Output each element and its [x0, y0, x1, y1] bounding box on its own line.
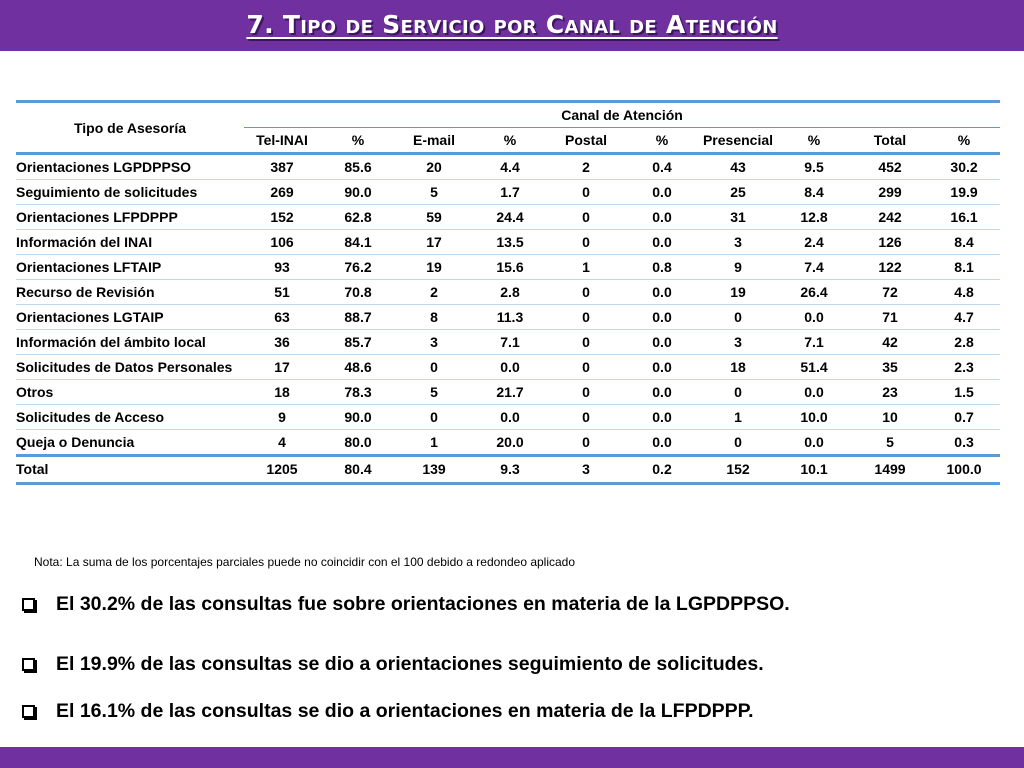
table-cell: 0.3 [928, 430, 1000, 456]
table-cell: 1.5 [928, 380, 1000, 405]
table-cell: 0 [700, 380, 776, 405]
service-channel-table [16, 100, 1000, 485]
table-cell: 2.3 [928, 355, 1000, 380]
table-cell: 0 [548, 355, 624, 380]
column-header: % [776, 128, 852, 154]
table-cell: 139 [396, 456, 472, 484]
table-cell: 0 [548, 280, 624, 305]
row-label: Información del INAI [16, 230, 244, 255]
table-row [16, 430, 1000, 456]
table-cell: 71 [852, 305, 928, 330]
column-header: % [928, 128, 1000, 154]
row-header: Tipo de Asesoría [16, 102, 244, 154]
table-cell: 88.7 [320, 305, 396, 330]
table-cell: 24.4 [472, 205, 548, 230]
table-cell: 4 [244, 430, 320, 456]
table-cell: 12.8 [776, 205, 852, 230]
table-row [16, 330, 1000, 355]
table-cell: 13.5 [472, 230, 548, 255]
table-cell: 25 [700, 180, 776, 205]
bullet-item [22, 589, 790, 619]
table-cell: 30.2 [928, 154, 1000, 180]
column-header: % [320, 128, 396, 154]
column-header: % [624, 128, 700, 154]
table-cell: 126 [852, 230, 928, 255]
table-cell: 26.4 [776, 280, 852, 305]
table-cell: 19.9 [928, 180, 1000, 205]
row-label: Información del ámbito local [16, 330, 244, 355]
table-row [16, 180, 1000, 205]
table-cell: 0 [700, 430, 776, 456]
table-cell: 0.0 [776, 305, 852, 330]
table-cell: 93 [244, 255, 320, 280]
row-label: Orientaciones LFTAIP [16, 255, 244, 280]
table-cell: 0 [548, 380, 624, 405]
row-label: Orientaciones LGTAIP [16, 305, 244, 330]
table-row [16, 230, 1000, 255]
table-cell: 21.7 [472, 380, 548, 405]
column-header: E-mail [396, 128, 472, 154]
table-cell: 100.0 [928, 456, 1000, 484]
table-cell: 0.0 [776, 430, 852, 456]
table-cell: 43 [700, 154, 776, 180]
table-row [16, 205, 1000, 230]
table-cell: 9 [244, 405, 320, 430]
table-row [16, 405, 1000, 430]
table-cell: 242 [852, 205, 928, 230]
table-cell: 1499 [852, 456, 928, 484]
table-cell: 9 [700, 255, 776, 280]
table-cell: 48.6 [320, 355, 396, 380]
bullet-text: El 16.1% de las consultas se dio a orientaciones en materia de la LFPDPPP. [56, 699, 754, 722]
table-cell: 2 [396, 280, 472, 305]
checkbox-square-icon [22, 598, 35, 611]
table-cell: 19 [396, 255, 472, 280]
table-row [16, 305, 1000, 330]
table-cell: 0.0 [624, 430, 700, 456]
table-cell: 0.0 [624, 380, 700, 405]
checkbox-square-icon [22, 658, 35, 671]
row-label: Solicitudes de Acceso [16, 405, 244, 430]
bullet-text: El 19.9% de las consultas se dio a orientaciones seguimiento de solicitudes. [56, 652, 764, 675]
table-cell: 0 [548, 330, 624, 355]
row-label: Total [16, 456, 244, 484]
table-header-row [16, 102, 1000, 128]
table-cell: 15.6 [472, 255, 548, 280]
table-cell: 72 [852, 280, 928, 305]
table-cell: 0.0 [624, 180, 700, 205]
table-cell: 299 [852, 180, 928, 205]
table-cell: 90.0 [320, 405, 396, 430]
table-cell: 35 [852, 355, 928, 380]
table-cell: 9.5 [776, 154, 852, 180]
group-header: Canal de Atención [244, 102, 1000, 128]
bullet-item [22, 696, 754, 726]
table-row [16, 355, 1000, 380]
table-cell: 85.6 [320, 154, 396, 180]
table-cell: 0 [396, 355, 472, 380]
table-cell: 0 [700, 305, 776, 330]
table-cell: 0.0 [624, 230, 700, 255]
table-cell: 387 [244, 154, 320, 180]
table-cell: 0.0 [624, 280, 700, 305]
table-cell: 2.8 [472, 280, 548, 305]
table-cell: 63 [244, 305, 320, 330]
table-cell: 2.8 [928, 330, 1000, 355]
table-cell: 8.1 [928, 255, 1000, 280]
row-label: Solicitudes de Datos Personales [16, 355, 244, 380]
table-cell: 3 [700, 330, 776, 355]
footnote: Nota: La suma de los porcentajes parciales puede no coincidir con el 100 debido a redondeo aplicado [34, 555, 576, 569]
column-header: Tel-INAI [244, 128, 320, 154]
table-cell: 0.0 [624, 355, 700, 380]
table-cell: 8.4 [776, 180, 852, 205]
table-cell: 0.0 [624, 405, 700, 430]
table-cell: 2 [548, 154, 624, 180]
table-cell: 7.4 [776, 255, 852, 280]
table-cell: 0.0 [776, 380, 852, 405]
table-cell: 1 [396, 430, 472, 456]
table-cell: 152 [700, 456, 776, 484]
table-cell: 18 [700, 355, 776, 380]
table-cell: 7.1 [776, 330, 852, 355]
table-cell: 0 [548, 230, 624, 255]
column-header: Postal [548, 128, 624, 154]
table-cell: 80.4 [320, 456, 396, 484]
table-cell: 80.0 [320, 430, 396, 456]
table-cell: 0.0 [472, 355, 548, 380]
table-cell: 0.2 [624, 456, 700, 484]
table-cell: 90.0 [320, 180, 396, 205]
row-label: Orientaciones LGPDPPSO [16, 154, 244, 180]
table-cell: 85.7 [320, 330, 396, 355]
table-cell: 106 [244, 230, 320, 255]
table-cell: 4.8 [928, 280, 1000, 305]
table-cell: 5 [396, 180, 472, 205]
table-cell: 17 [244, 355, 320, 380]
table-cell: 51 [244, 280, 320, 305]
table-cell: 3 [396, 330, 472, 355]
table-cell: 0.8 [624, 255, 700, 280]
bullet-item [22, 649, 764, 679]
table-cell: 78.3 [320, 380, 396, 405]
table-cell: 42 [852, 330, 928, 355]
table-cell: 1205 [244, 456, 320, 484]
total-row [16, 456, 1000, 484]
table-cell: 51.4 [776, 355, 852, 380]
table-cell: 122 [852, 255, 928, 280]
table-cell: 10.0 [776, 405, 852, 430]
table-cell: 1 [700, 405, 776, 430]
checkbox-square-icon [22, 705, 35, 718]
table-cell: 0 [548, 405, 624, 430]
table-cell: 10.1 [776, 456, 852, 484]
table-cell: 8.4 [928, 230, 1000, 255]
table-cell: 31 [700, 205, 776, 230]
table-cell: 59 [396, 205, 472, 230]
table-cell: 20 [396, 154, 472, 180]
table-row [16, 380, 1000, 405]
column-header: Presencial [700, 128, 776, 154]
table-cell: 0 [548, 430, 624, 456]
table-cell: 0.0 [624, 305, 700, 330]
row-label: Otros [16, 380, 244, 405]
table-cell: 70.8 [320, 280, 396, 305]
table-cell: 76.2 [320, 255, 396, 280]
table-cell: 11.3 [472, 305, 548, 330]
table-row [16, 154, 1000, 180]
table-cell: 0.0 [624, 330, 700, 355]
table-cell: 0 [396, 405, 472, 430]
row-label: Recurso de Revisión [16, 280, 244, 305]
table-cell: 0 [548, 205, 624, 230]
table-cell: 62.8 [320, 205, 396, 230]
table-row [16, 280, 1000, 305]
table-cell: 4.7 [928, 305, 1000, 330]
table-cell: 17 [396, 230, 472, 255]
table-cell: 0 [548, 305, 624, 330]
table-cell: 0.4 [624, 154, 700, 180]
table-body [16, 154, 1000, 484]
table-cell: 20.0 [472, 430, 548, 456]
table-cell: 1.7 [472, 180, 548, 205]
table-cell: 9.3 [472, 456, 548, 484]
row-label: Orientaciones LFPDPPP [16, 205, 244, 230]
table-cell: 0.0 [472, 405, 548, 430]
table-cell: 2.4 [776, 230, 852, 255]
table-cell: 23 [852, 380, 928, 405]
table-cell: 4.4 [472, 154, 548, 180]
table-cell: 8 [396, 305, 472, 330]
table-cell: 18 [244, 380, 320, 405]
bullet-text: El 30.2% de las consultas fue sobre orientaciones en materia de la LGPDPPSO. [56, 592, 790, 615]
column-header: Total [852, 128, 928, 154]
table-cell: 84.1 [320, 230, 396, 255]
page-title: 7. Tipo de Servicio por Canal de Atención [246, 10, 778, 39]
footer-bar [0, 747, 1024, 768]
table-row [16, 255, 1000, 280]
table-cell: 0.0 [624, 205, 700, 230]
table-cell: 0 [548, 180, 624, 205]
table-cell: 452 [852, 154, 928, 180]
table-cell: 36 [244, 330, 320, 355]
table-cell: 16.1 [928, 205, 1000, 230]
table-cell: 5 [852, 430, 928, 456]
table-cell: 7.1 [472, 330, 548, 355]
table-cell: 10 [852, 405, 928, 430]
column-header: % [472, 128, 548, 154]
table-cell: 19 [700, 280, 776, 305]
table-cell: 152 [244, 205, 320, 230]
table-cell: 1 [548, 255, 624, 280]
table-cell: 5 [396, 380, 472, 405]
table-cell: 3 [700, 230, 776, 255]
row-label: Seguimiento de solicitudes [16, 180, 244, 205]
row-label: Queja o Denuncia [16, 430, 244, 456]
table-cell: 0.7 [928, 405, 1000, 430]
table-cell: 269 [244, 180, 320, 205]
table-cell: 3 [548, 456, 624, 484]
